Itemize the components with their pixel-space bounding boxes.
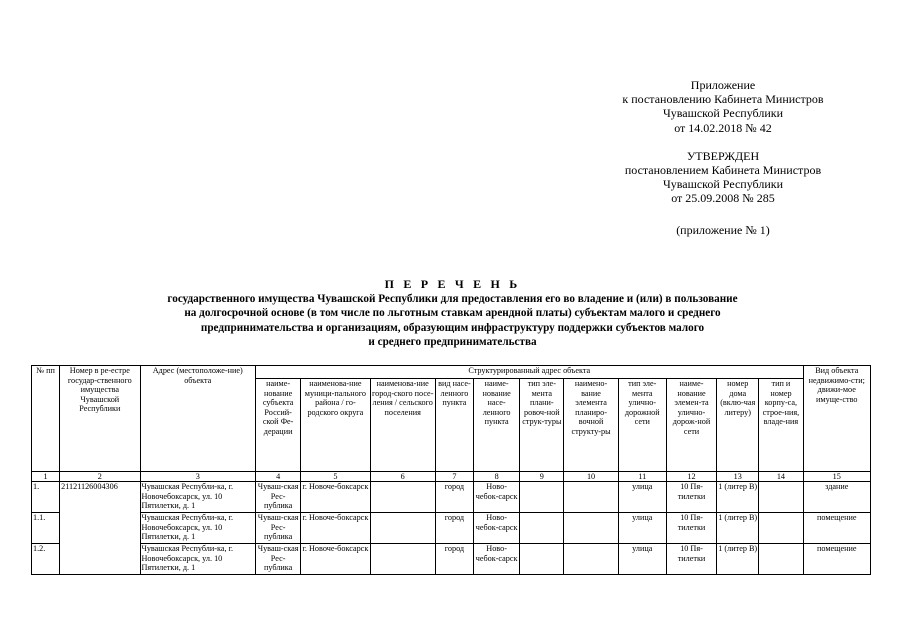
row-settlement [370, 544, 435, 575]
document-heading [40, 276, 865, 350]
approval-line: Чувашской Республики [662, 106, 784, 121]
header-street-type: тип эле-мента улично-дорожной сети [618, 379, 666, 472]
column-number: 15 [803, 472, 870, 482]
row-street-name: 10 Пя-тилетки [666, 544, 716, 575]
row-building [759, 513, 803, 544]
row-locality: Ново-чебок-сарск [474, 513, 520, 544]
row-num: 1.1. [32, 513, 60, 544]
approval-line: (приложение № 1) [676, 222, 770, 237]
approval-block [560, 78, 886, 237]
column-number: 13 [717, 472, 759, 482]
column-number: 9 [520, 472, 564, 482]
column-number-row [32, 472, 871, 482]
row-street-name: 10 Пя-тилетки [666, 513, 716, 544]
row-house: 1 (литер В) [717, 544, 759, 575]
heading-line: государственного имущества Чувашской Республики для предоставления его во владение и (или) в пользование [167, 293, 738, 305]
row-district: г. Новоче-боксарск [301, 482, 370, 513]
approval-line: от 25.09.2008 № 285 [671, 191, 775, 206]
row-street-type: улица [618, 544, 666, 575]
approval-line: от 14.02.2018 № 42 [674, 120, 772, 135]
header-plan-type: тип эле-мента плани-ровоч-ной струк-туры [520, 379, 564, 472]
header-street-name: наиме-нование элемен-та улично-дорож-ной сети [666, 379, 716, 472]
row-settlement [370, 513, 435, 544]
row-num: 1. [32, 482, 60, 513]
row-street-name: 10 Пя-тилетки [666, 482, 716, 513]
row-subject: Чуваш-ская Рес-публика [256, 544, 301, 575]
header-address: Адрес (местоположе-ние) объекта [140, 366, 256, 472]
row-address: Чувашская Республи-ка, г. Новочебоксарск, ул. 10 Пятилетки, д. 1 [140, 544, 256, 575]
document-title: П Е Р Е Ч Е Н Ь [384, 277, 521, 291]
row-street-type: улица [618, 482, 666, 513]
row-house: 1 (литер В) [717, 513, 759, 544]
column-number: 12 [666, 472, 716, 482]
header-object-type: Вид объекта недвижимо-сти; движи-мое имуще-ство [803, 366, 870, 472]
table-row [32, 513, 871, 544]
row-subject: Чуваш-ская Рес-публика [256, 513, 301, 544]
column-number: 3 [140, 472, 256, 482]
row-district: г. Новоче-боксарск [301, 544, 370, 575]
heading-line: и среднего предпринимательства [368, 336, 537, 349]
header-district: наименова-ние муници-пального района / го-родского округа [301, 379, 370, 472]
row-plan-type [520, 513, 564, 544]
heading-line: на долгосрочной основе (в том числе по льготным ставкам арендной платы) субъектам малого и среднего [184, 307, 721, 320]
row-object-type: помещение [803, 544, 870, 575]
header-registry: Номер в ре-естре государ-ственного имущества Чувашской Республики [60, 366, 140, 472]
row-address: Чувашская Республи-ка, г. Новочебоксарск, ул. 10 Пятилетки, д. 1 [140, 482, 256, 513]
header-house: номер дома (вклю-чая литеру) [717, 379, 759, 472]
approval-line: постановлением Кабинета Министров [624, 163, 822, 178]
approval-line: Чувашской Республики [662, 177, 784, 192]
row-building [759, 482, 803, 513]
row-building [759, 544, 803, 575]
row-locality: Ново-чебок-сарск [474, 544, 520, 575]
approval-line: УТВЕРЖДЕН [686, 148, 760, 163]
approval-line: Приложение [690, 78, 756, 92]
row-locality: Ново-чебок-сарск [474, 482, 520, 513]
row-street-type: улица [618, 513, 666, 544]
column-number: 11 [618, 472, 666, 482]
header-locality-type: вид насе-ленного пункта [435, 379, 473, 472]
row-num: 1.2. [32, 544, 60, 575]
column-number: 5 [301, 472, 370, 482]
column-number: 7 [435, 472, 473, 482]
row-plan-type [520, 482, 564, 513]
column-number: 4 [256, 472, 301, 482]
row-locality-type: город [435, 513, 473, 544]
column-number: 8 [474, 472, 520, 482]
header-settlement: наименова-ние город-ского посе-ления / сельского поселения [370, 379, 435, 472]
row-district: г. Новоче-боксарск [301, 513, 370, 544]
column-number: 6 [370, 472, 435, 482]
table-row [32, 544, 871, 575]
row-address: Чувашская Республи-ка, г. Новочебоксарск, ул. 10 Пятилетки, д. 1 [140, 513, 256, 544]
row-locality-type: город [435, 482, 473, 513]
table-row [32, 482, 871, 513]
row-object-type: помещение [803, 513, 870, 544]
header-plan-name: наимено-вание элемента планиро-вочной структу-ры [564, 379, 618, 472]
property-table [31, 365, 871, 575]
row-subject: Чуваш-ская Рес-публика [256, 482, 301, 513]
row-settlement [370, 482, 435, 513]
header-subject: наиме-нование субъекта Россий-ской Фе-дерации [256, 379, 301, 472]
approval-line: к постановлению Кабинета Министров [622, 92, 824, 107]
heading-line: предпринимательства и организациям, образующим инфраструктуру поддержки субъектов малого [200, 321, 705, 334]
header-num: № пп [32, 366, 60, 472]
column-number: 1 [32, 472, 60, 482]
row-house: 1 (литер В) [717, 482, 759, 513]
row-plan-name [564, 513, 618, 544]
header-structured-address: Структурированный адрес объекта [256, 366, 804, 379]
header-building: тип и номер корпу-са, строе-ния, владе-ния [759, 379, 803, 472]
row-object-type: здание [803, 482, 870, 513]
registry-number: 21121126004306 [60, 482, 140, 575]
column-number: 10 [564, 472, 618, 482]
header-locality-name: наиме-нование насе-ленного пункта [474, 379, 520, 472]
row-plan-type [520, 544, 564, 575]
row-plan-name [564, 482, 618, 513]
row-plan-name [564, 544, 618, 575]
column-number: 14 [759, 472, 803, 482]
row-locality-type: город [435, 544, 473, 575]
column-number: 2 [60, 472, 140, 482]
